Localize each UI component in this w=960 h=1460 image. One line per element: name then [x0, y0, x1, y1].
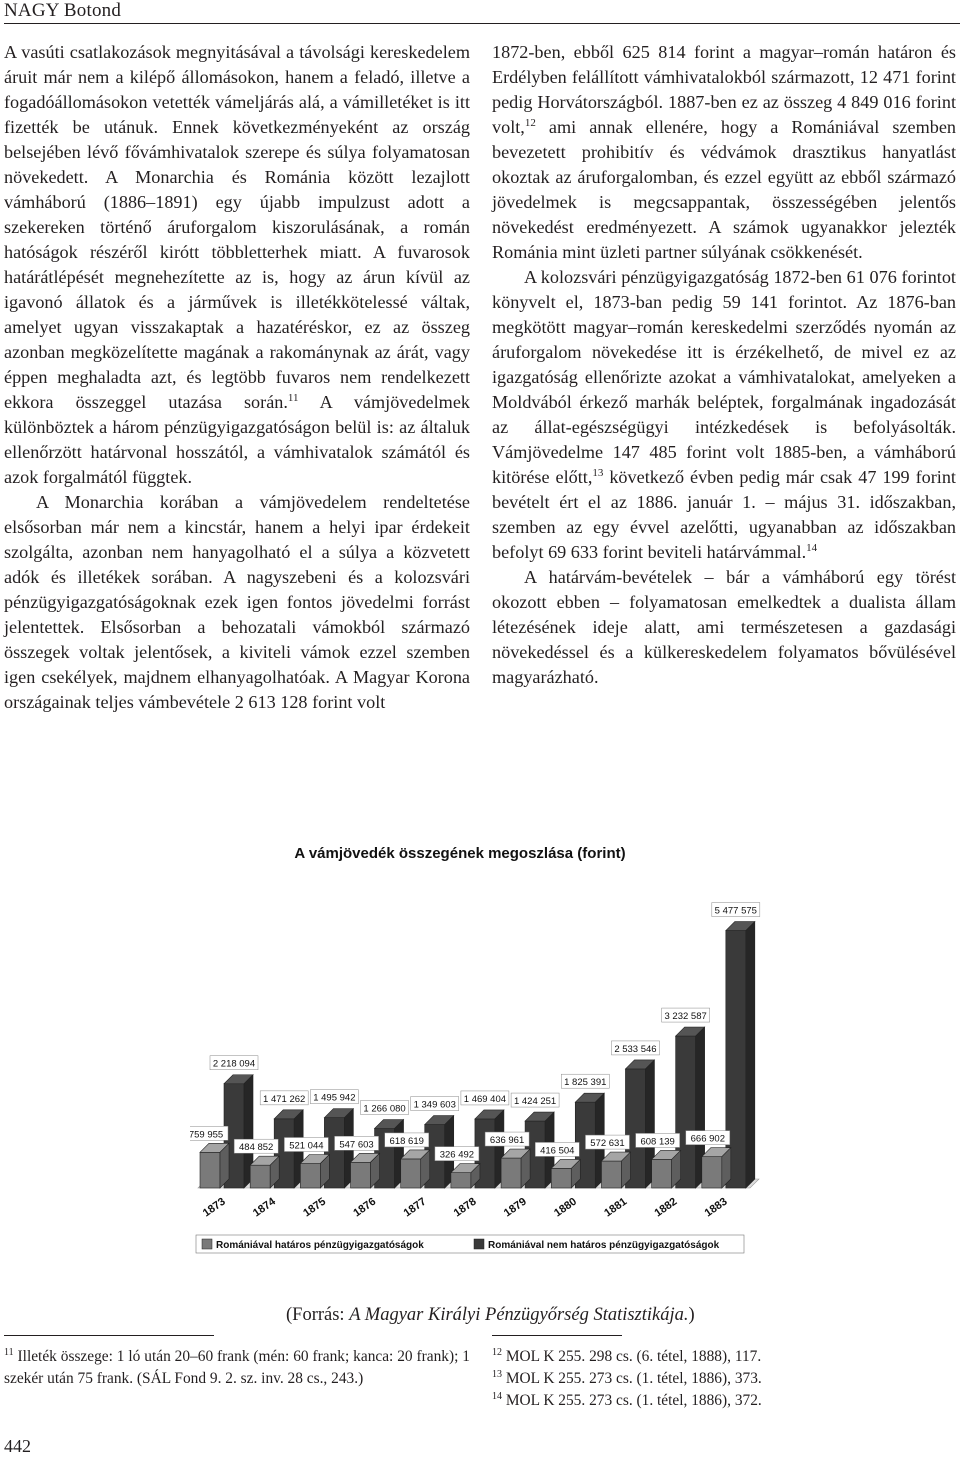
- category-label: 1874: [250, 1195, 278, 1220]
- value-label-back: 1 825 391: [564, 1077, 607, 1089]
- bar-back-side: [746, 922, 755, 1188]
- legend-label: Romániával nem határos pénzügyigazgatóságok: [488, 1240, 720, 1251]
- footnote-ref[interactable]: 13: [592, 466, 604, 479]
- paragraph-text: 1872-ben, ebből 625 814 forint a magyar–román határon és Erdélyben felállított vámhivatalokból származott, 12 471 forint pedig Horvátországból. 1887-ben ez az összeg 4 849 016 forint volt,: [492, 42, 956, 137]
- footnote-number: 14: [492, 1390, 502, 1402]
- value-label-front: 547 603: [339, 1139, 374, 1151]
- value-label-back: 1 471 262: [263, 1093, 306, 1105]
- legend-label: Romániával határos pénzügyigazgatóságok: [216, 1240, 424, 1251]
- value-label-front: 326 492: [439, 1149, 475, 1161]
- value-label-back: 1 495 942: [313, 1092, 356, 1104]
- vamjovedek-chart: [190, 826, 950, 1296]
- bar-front: [702, 1157, 722, 1188]
- paragraph-text: A vasúti csatlakozások megnyitásával a távolsági kereskedelem áruit már nem a kilépő állomásokon, hanem a feladó, illetve a fogadóállomásokon vetették vámeljárás alá, a vámilletéket is itt fizették be utánuk. Ennek következményeként az ország belsejében lévő fővámhivatalok szerepe és súlya folyamatosan növekedett. A Monarchia és Románia között lezajlott vámháború (1886–1891) egy újabb impulzust adott a szekereken történő áruforgalom kiszorulásának, a román hatóságok részéről kirótt többletterhek miatt. A fuvarosok határátlépését megnehezítette az is, hogy az árun kívül az igavonó állatok és a járművek is illetékkötelessé váltak, amelyet ugyan visszakaptak a hazatéréskor, ez az összeg azonban megközelítette magának a rakománynak az árát, vagy éppen meghaladta azt, és legtöbb fuvaros nem rendelkezett ekkora összeggel utazása során.: [4, 42, 470, 412]
- value-label-front: 759 955: [190, 1129, 224, 1141]
- right-column: [492, 40, 956, 690]
- value-label-front: 484 852: [239, 1142, 274, 1154]
- footnote-text: MOL K 255. 298 cs. (6. tétel, 1888), 117.: [502, 1348, 762, 1365]
- category-label: 1873: [200, 1195, 228, 1220]
- footnote-ref[interactable]: 12: [524, 116, 536, 129]
- value-label-back: 2 218 094: [212, 1058, 256, 1070]
- footnotes-left: [4, 1346, 470, 1390]
- value-label-back: 2 533 546: [614, 1043, 657, 1055]
- running-head: NAGY Botond: [4, 0, 960, 24]
- category-label: 1882: [652, 1195, 680, 1220]
- footnote-divider: [492, 1335, 622, 1336]
- figure-source: [286, 1305, 695, 1326]
- category-label: 1883: [702, 1195, 730, 1220]
- left-column: [4, 40, 470, 715]
- bar-front: [401, 1159, 421, 1188]
- value-label-front: 416 504: [540, 1145, 575, 1157]
- footnote-number: 12: [492, 1346, 502, 1358]
- category-label: 1881: [602, 1195, 630, 1220]
- bar-front: [501, 1158, 521, 1188]
- value-label-front: 666 902: [690, 1133, 725, 1145]
- bar-front: [351, 1162, 371, 1188]
- footnote-ref[interactable]: 11: [287, 391, 299, 404]
- value-label-back: 1 424 251: [513, 1096, 557, 1108]
- bar-front: [652, 1159, 672, 1188]
- value-label-front: 521 044: [289, 1140, 324, 1152]
- footnote: [492, 1368, 956, 1390]
- footnote: [4, 1346, 470, 1390]
- category-label: 1879: [501, 1195, 529, 1220]
- category-label: 1875: [301, 1195, 329, 1220]
- paragraph-text: ami annak ellenére, hogy a Romániával szemben bevezetett prohibitív és védvámok drasztikus hanyatlást okoztak az áruforgalomban, és ezzel együtt az ebből származó jövedelmek is megcsappantak, összességében jelentős növekedést eredményezett. A számok ugyanakkor jelezték Románia mint üzleti partner súlyának csökkenését.: [492, 117, 956, 262]
- footnote-text: MOL K 255. 273 cs. (1. tétel, 1886), 373.: [502, 1370, 762, 1387]
- footnote-number: 11: [4, 1346, 14, 1358]
- source-title: A Magyar Királyi Pénzügyőrség Statisztikája.: [349, 1305, 689, 1325]
- paragraph-text: A kolozsvári pénzügyigazgatóság 1872-ben 61 076 forintot könyvelt el, 1873-ban pedig 59 141 forintot. Az 1876-ban megkötött magyar–román kereskedelmi szerződés nyomán az áruforgalom növekedése itt is érzékelhető, de mivel ez az igazgatóság ellenőrizte azokat a vámhivatalokat, amelyeken a Moldvából érkező marhák beléptek, forgalmának ingadozását az állat-egészségügyi intézkedések is befolyásolták. Vámjövedelme 147 485 forint volt 1885-ben, a vámháború kitörése előtt,: [492, 267, 956, 487]
- value-label-front: 608 139: [640, 1136, 675, 1148]
- value-label-front: 572 631: [590, 1138, 625, 1150]
- legend-swatch: [202, 1239, 212, 1249]
- bar-front: [601, 1161, 621, 1188]
- value-label-front: 618 619: [389, 1135, 424, 1147]
- footnote-divider: [4, 1335, 214, 1336]
- value-label-front: 636 961: [489, 1135, 525, 1147]
- page-number: 442: [4, 1436, 31, 1456]
- value-label-back: 3 232 587: [664, 1011, 707, 1023]
- value-label-back: 5 477 575: [714, 905, 757, 917]
- legend-swatch: [474, 1239, 484, 1249]
- paragraph-text: A vámjövedelmek különböztek a három pénzügyigazgatóságon belül is: az általuk ellenőrzött határvonal hosszától, a vámhivatalok számától és azok forgalmától függtek.: [4, 392, 470, 487]
- footnote-text: MOL K 255. 273 cs. (1. tétel, 1886), 372.: [502, 1392, 762, 1409]
- value-label-back: 1 266 080: [363, 1103, 406, 1115]
- category-label: 1878: [451, 1195, 479, 1220]
- bar-front: [451, 1173, 471, 1188]
- category-label: 1880: [552, 1195, 580, 1220]
- category-label: 1876: [351, 1195, 379, 1220]
- footnote: [492, 1390, 956, 1412]
- footnote-number: 13: [492, 1368, 502, 1380]
- footnote: [492, 1346, 956, 1368]
- footnote-ref[interactable]: 14: [806, 541, 818, 554]
- value-label-back: 1 349 603: [413, 1099, 456, 1111]
- paragraph: [492, 40, 956, 265]
- paragraph-text: következő évben pedig már csak 47 199 forint bevételt ért el az 1886. január 1. – május 31. időszakban, szemben az egy évvel azelőtti, ugyanabban az időszakban befolyt 69 633 forint beviteli határvámmal.: [492, 467, 956, 562]
- paragraph: [492, 265, 956, 565]
- chart-svg: [190, 826, 950, 1296]
- paragraph: A határvám-bevételek – bár a vámháború egy törést okozott ebben – folyamatosan emelkedtek a dualista állam létezésének ideje alatt, ami természetesen a gazdasági növekedéssel és a külkereskedelem folyamatos bővülésével magyarázható.: [492, 567, 956, 687]
- bar-front: [300, 1164, 320, 1188]
- source-suffix: ): [688, 1305, 695, 1325]
- paragraph: A Monarchia korában a vámjövedelem rendeltetése elsősorban már nem a kincstár, hanem a helyi ipar érdekeit szolgálta, azonban nem hanyagolható el a súlya a közvetett adók és illetékek sorában. A nagyszebeni és a kolozsvári pénzügyigazgatóságoknak ezek igen fontos jövedelmi forrást jelentettek. Elsősorban a behozatali vámokból származó összegek voltak jelentősek, a kiviteli vámok ezzel szemben igen csekélyek, majdnem elhanyagolhatóak. A Magyar Korona országainak teljes vámbevétele 2 613 128 forint volt: [4, 492, 470, 712]
- bar-front: [551, 1168, 571, 1188]
- paragraph: [4, 40, 470, 490]
- value-label-back: 1 469 404: [463, 1093, 507, 1105]
- footnote-text: Illeték összege: 1 ló után 20–60 frank (mén: 60 frank; kanca: 20 frank); 1 szekér után 75 frank. (SÁL Fond 9. 2. sz. inv. 28 cs., 243.): [4, 1348, 470, 1387]
- bar-front: [200, 1152, 220, 1188]
- footnotes-right: [492, 1346, 956, 1412]
- category-label: 1877: [401, 1195, 429, 1220]
- bar-front: [250, 1165, 270, 1188]
- source-prefix: (Forrás:: [286, 1305, 350, 1325]
- chart-title: A vámjövedék összegének megoszlása (forint): [294, 845, 626, 862]
